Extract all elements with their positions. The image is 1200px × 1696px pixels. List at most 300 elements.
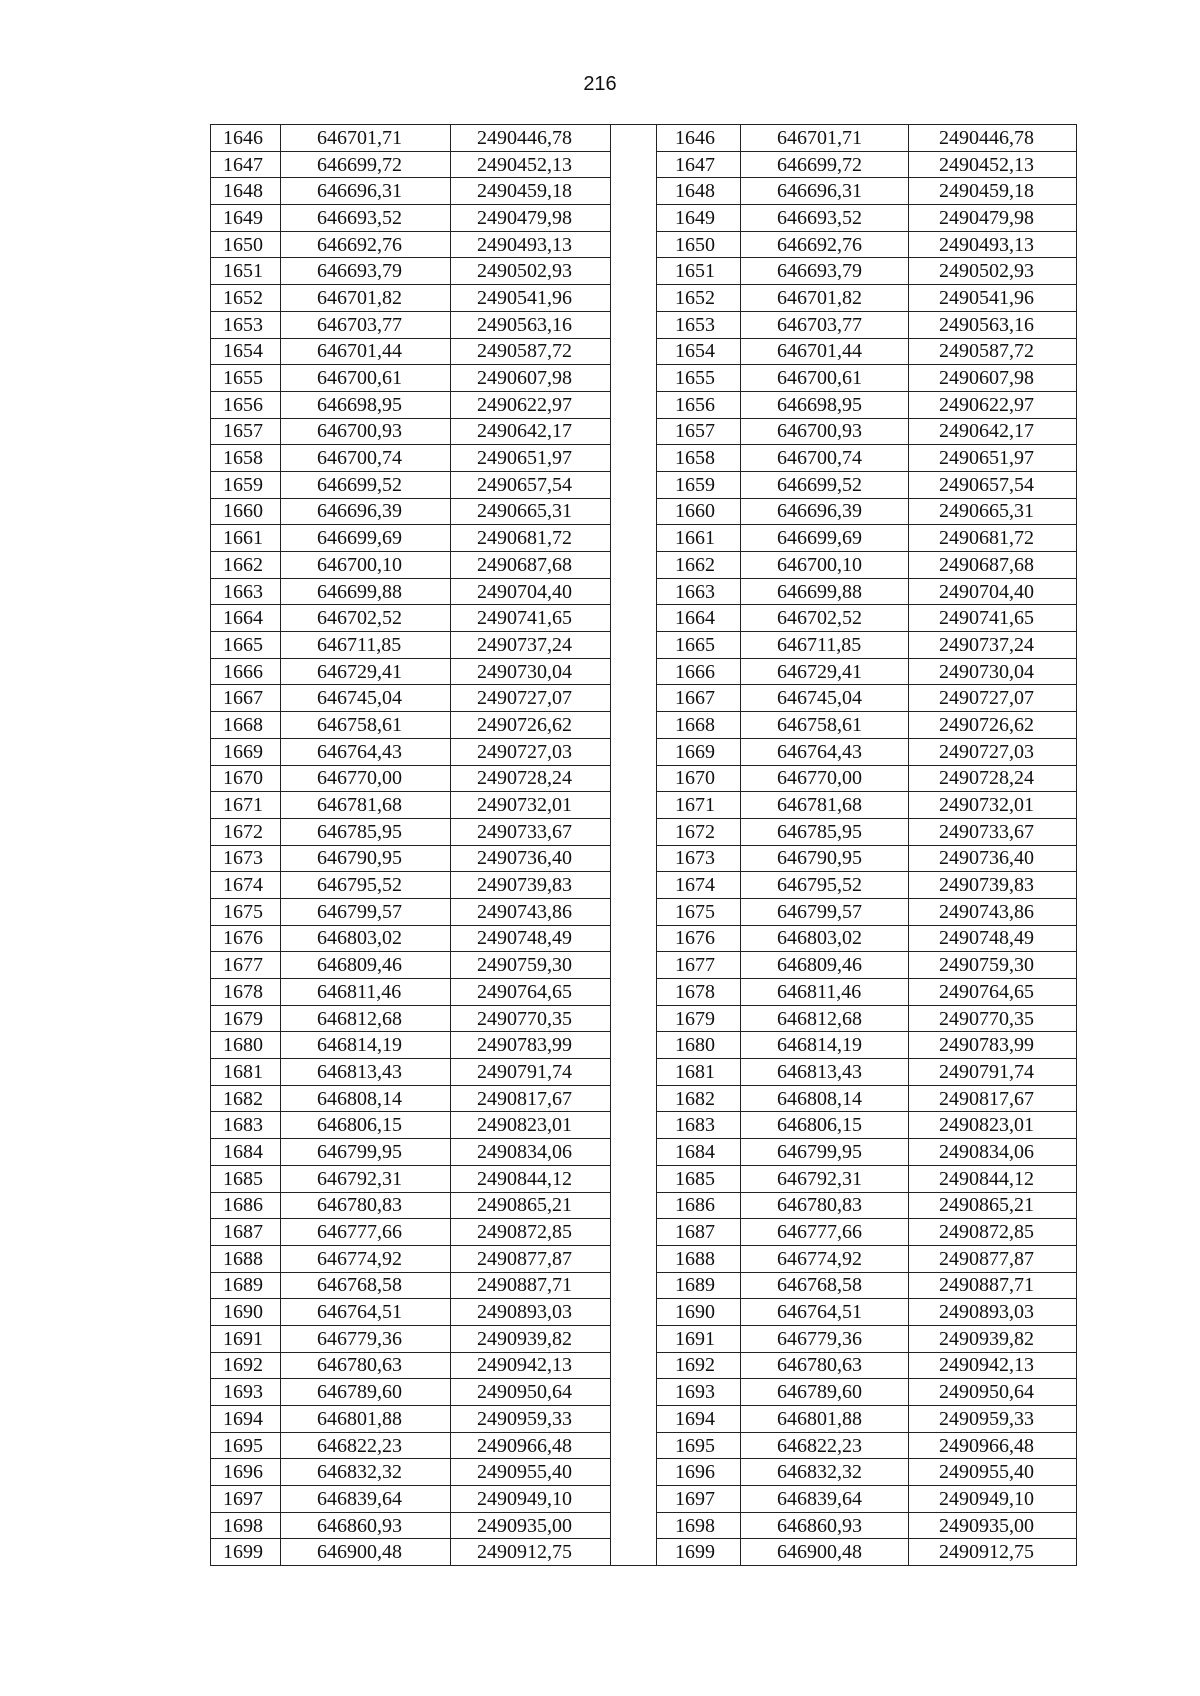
spacer-cell <box>611 311 657 338</box>
y-coordinate-cell: 2490493,13 <box>451 231 611 258</box>
spacer-cell <box>611 258 657 285</box>
x-coordinate-cell: 646700,74 <box>281 445 451 472</box>
x-coordinate-cell: 646779,36 <box>281 1325 451 1352</box>
x-coordinate-cell-repeat: 646801,88 <box>741 1406 909 1433</box>
table-row <box>211 391 1077 418</box>
point-number-cell: 1693 <box>211 1379 281 1406</box>
table-row <box>211 471 1077 498</box>
spacer-cell <box>611 818 657 845</box>
table-row <box>211 765 1077 792</box>
x-coordinate-cell: 646768,58 <box>281 1272 451 1299</box>
y-coordinate-cell: 2490741,65 <box>451 605 611 632</box>
y-coordinate-cell: 2490770,35 <box>451 1005 611 1032</box>
point-number-cell: 1678 <box>211 979 281 1006</box>
table-row <box>211 1352 1077 1379</box>
y-coordinate-cell-repeat: 2490479,98 <box>909 205 1077 232</box>
y-coordinate-cell-repeat: 2490844,12 <box>909 1165 1077 1192</box>
spacer-cell <box>611 792 657 819</box>
y-coordinate-cell: 2490541,96 <box>451 285 611 312</box>
point-number-cell: 1650 <box>211 231 281 258</box>
y-coordinate-cell: 2490783,99 <box>451 1032 611 1059</box>
point-number-cell-repeat: 1667 <box>657 685 741 712</box>
point-number-cell-repeat: 1696 <box>657 1459 741 1486</box>
point-number-cell: 1698 <box>211 1512 281 1539</box>
y-coordinate-cell-repeat: 2490935,00 <box>909 1512 1077 1539</box>
x-coordinate-cell-repeat: 646780,63 <box>741 1352 909 1379</box>
point-number-cell-repeat: 1682 <box>657 1085 741 1112</box>
y-coordinate-cell-repeat: 2490893,03 <box>909 1299 1077 1326</box>
point-number-cell: 1653 <box>211 311 281 338</box>
point-number-cell: 1674 <box>211 872 281 899</box>
y-coordinate-cell: 2490844,12 <box>451 1165 611 1192</box>
point-number-cell: 1666 <box>211 658 281 685</box>
x-coordinate-cell-repeat: 646700,10 <box>741 552 909 579</box>
point-number-cell: 1685 <box>211 1165 281 1192</box>
y-coordinate-cell: 2490563,16 <box>451 311 611 338</box>
point-number-cell-repeat: 1666 <box>657 658 741 685</box>
x-coordinate-cell: 646799,57 <box>281 898 451 925</box>
point-number-cell: 1669 <box>211 738 281 765</box>
x-coordinate-cell-repeat: 646774,92 <box>741 1245 909 1272</box>
point-number-cell: 1668 <box>211 712 281 739</box>
table-row <box>211 525 1077 552</box>
x-coordinate-cell: 646693,52 <box>281 205 451 232</box>
table-row <box>211 1432 1077 1459</box>
spacer-cell <box>611 1005 657 1032</box>
spacer-cell <box>611 765 657 792</box>
point-number-cell-repeat: 1686 <box>657 1192 741 1219</box>
table-row <box>211 685 1077 712</box>
point-number-cell-repeat: 1670 <box>657 765 741 792</box>
spacer-cell <box>611 1486 657 1513</box>
x-coordinate-cell: 646795,52 <box>281 872 451 899</box>
x-coordinate-cell: 646692,76 <box>281 231 451 258</box>
y-coordinate-cell-repeat: 2490877,87 <box>909 1245 1077 1272</box>
table-row <box>211 498 1077 525</box>
table-row <box>211 845 1077 872</box>
point-number-cell: 1699 <box>211 1539 281 1566</box>
point-number-cell: 1671 <box>211 792 281 819</box>
table-row <box>211 1512 1077 1539</box>
point-number-cell-repeat: 1659 <box>657 471 741 498</box>
spacer-cell <box>611 1085 657 1112</box>
y-coordinate-cell: 2490622,97 <box>451 391 611 418</box>
y-coordinate-cell: 2490502,93 <box>451 258 611 285</box>
y-coordinate-cell-repeat: 2490704,40 <box>909 578 1077 605</box>
x-coordinate-cell-repeat: 646839,64 <box>741 1486 909 1513</box>
y-coordinate-cell: 2490736,40 <box>451 845 611 872</box>
x-coordinate-cell-repeat: 646699,72 <box>741 151 909 178</box>
y-coordinate-cell-repeat: 2490657,54 <box>909 471 1077 498</box>
spacer-cell <box>611 1272 657 1299</box>
y-coordinate-cell: 2490823,01 <box>451 1112 611 1139</box>
y-coordinate-cell-repeat: 2490736,40 <box>909 845 1077 872</box>
x-coordinate-cell: 646758,61 <box>281 712 451 739</box>
x-coordinate-cell-repeat: 646777,66 <box>741 1219 909 1246</box>
point-number-cell: 1646 <box>211 125 281 152</box>
x-coordinate-cell-repeat: 646700,74 <box>741 445 909 472</box>
point-number-cell: 1660 <box>211 498 281 525</box>
x-coordinate-cell-repeat: 646696,39 <box>741 498 909 525</box>
y-coordinate-cell: 2490587,72 <box>451 338 611 365</box>
spacer-cell <box>611 1192 657 1219</box>
point-number-cell-repeat: 1649 <box>657 205 741 232</box>
y-coordinate-cell-repeat: 2490733,67 <box>909 818 1077 845</box>
table-row <box>211 418 1077 445</box>
table-row <box>211 1032 1077 1059</box>
x-coordinate-cell-repeat: 646812,68 <box>741 1005 909 1032</box>
y-coordinate-cell-repeat: 2490912,75 <box>909 1539 1077 1566</box>
x-coordinate-cell: 646701,82 <box>281 285 451 312</box>
x-coordinate-cell-repeat: 646832,32 <box>741 1459 909 1486</box>
spacer-cell <box>611 231 657 258</box>
table-row <box>211 792 1077 819</box>
x-coordinate-cell: 646764,51 <box>281 1299 451 1326</box>
point-number-cell-repeat: 1690 <box>657 1299 741 1326</box>
point-number-cell-repeat: 1646 <box>657 125 741 152</box>
point-number-cell-repeat: 1694 <box>657 1406 741 1433</box>
x-coordinate-cell: 646785,95 <box>281 818 451 845</box>
table-row <box>211 1406 1077 1433</box>
y-coordinate-cell: 2490877,87 <box>451 1245 611 1272</box>
y-coordinate-cell-repeat: 2490737,24 <box>909 632 1077 659</box>
table-row <box>211 605 1077 632</box>
x-coordinate-cell-repeat: 646745,04 <box>741 685 909 712</box>
x-coordinate-cell-repeat: 646781,68 <box>741 792 909 819</box>
point-number-cell: 1689 <box>211 1272 281 1299</box>
x-coordinate-cell: 646696,39 <box>281 498 451 525</box>
x-coordinate-cell: 646693,79 <box>281 258 451 285</box>
point-number-cell: 1661 <box>211 525 281 552</box>
x-coordinate-cell-repeat: 646803,02 <box>741 925 909 952</box>
x-coordinate-cell-repeat: 646795,52 <box>741 872 909 899</box>
x-coordinate-cell: 646803,02 <box>281 925 451 952</box>
point-number-cell: 1662 <box>211 552 281 579</box>
y-coordinate-cell-repeat: 2490817,67 <box>909 1085 1077 1112</box>
x-coordinate-cell-repeat: 646799,57 <box>741 898 909 925</box>
x-coordinate-cell: 646729,41 <box>281 658 451 685</box>
y-coordinate-cell: 2490704,40 <box>451 578 611 605</box>
y-coordinate-cell: 2490912,75 <box>451 1539 611 1566</box>
x-coordinate-cell-repeat: 646789,60 <box>741 1379 909 1406</box>
y-coordinate-cell: 2490681,72 <box>451 525 611 552</box>
point-number-cell: 1680 <box>211 1032 281 1059</box>
point-number-cell-repeat: 1664 <box>657 605 741 632</box>
y-coordinate-cell: 2490733,67 <box>451 818 611 845</box>
point-number-cell-repeat: 1654 <box>657 338 741 365</box>
y-coordinate-cell-repeat: 2490732,01 <box>909 792 1077 819</box>
spacer-cell <box>611 151 657 178</box>
y-coordinate-cell: 2490642,17 <box>451 418 611 445</box>
y-coordinate-cell: 2490743,86 <box>451 898 611 925</box>
y-coordinate-cell-repeat: 2490770,35 <box>909 1005 1077 1032</box>
x-coordinate-cell: 646701,44 <box>281 338 451 365</box>
x-coordinate-cell-repeat: 646822,23 <box>741 1432 909 1459</box>
y-coordinate-cell-repeat: 2490741,65 <box>909 605 1077 632</box>
coordinates-table <box>210 124 1077 1566</box>
table-row <box>211 1486 1077 1513</box>
x-coordinate-cell: 646832,32 <box>281 1459 451 1486</box>
x-coordinate-cell: 646764,43 <box>281 738 451 765</box>
point-number-cell: 1684 <box>211 1139 281 1166</box>
spacer-cell <box>611 685 657 712</box>
point-number-cell: 1682 <box>211 1085 281 1112</box>
point-number-cell-repeat: 1647 <box>657 151 741 178</box>
table-row <box>211 1245 1077 1272</box>
table-row <box>211 445 1077 472</box>
y-coordinate-cell: 2490950,64 <box>451 1379 611 1406</box>
x-coordinate-cell: 646774,92 <box>281 1245 451 1272</box>
table-row <box>211 1059 1077 1086</box>
x-coordinate-cell: 646792,31 <box>281 1165 451 1192</box>
table-row <box>211 578 1077 605</box>
point-number-cell-repeat: 1663 <box>657 578 741 605</box>
point-number-cell: 1672 <box>211 818 281 845</box>
spacer-cell <box>611 1219 657 1246</box>
y-coordinate-cell: 2490764,65 <box>451 979 611 1006</box>
table-row <box>211 952 1077 979</box>
table-row <box>211 1379 1077 1406</box>
x-coordinate-cell: 646808,14 <box>281 1085 451 1112</box>
y-coordinate-cell-repeat: 2490728,24 <box>909 765 1077 792</box>
y-coordinate-cell-repeat: 2490823,01 <box>909 1112 1077 1139</box>
point-number-cell: 1697 <box>211 1486 281 1513</box>
x-coordinate-cell-repeat: 646696,31 <box>741 178 909 205</box>
y-coordinate-cell: 2490739,83 <box>451 872 611 899</box>
x-coordinate-cell: 646809,46 <box>281 952 451 979</box>
x-coordinate-cell: 646822,23 <box>281 1432 451 1459</box>
y-coordinate-cell: 2490955,40 <box>451 1459 611 1486</box>
y-coordinate-cell: 2490727,03 <box>451 738 611 765</box>
point-number-cell-repeat: 1676 <box>657 925 741 952</box>
point-number-cell-repeat: 1657 <box>657 418 741 445</box>
table-row <box>211 632 1077 659</box>
x-coordinate-cell-repeat: 646703,77 <box>741 311 909 338</box>
spacer-cell <box>611 552 657 579</box>
point-number-cell-repeat: 1695 <box>657 1432 741 1459</box>
y-coordinate-cell-repeat: 2490966,48 <box>909 1432 1077 1459</box>
table-row <box>211 1299 1077 1326</box>
table-row <box>211 231 1077 258</box>
point-number-cell-repeat: 1655 <box>657 365 741 392</box>
table-row <box>211 658 1077 685</box>
point-number-cell-repeat: 1684 <box>657 1139 741 1166</box>
y-coordinate-cell-repeat: 2490452,13 <box>909 151 1077 178</box>
point-number-cell: 1667 <box>211 685 281 712</box>
table-row <box>211 285 1077 312</box>
point-number-cell: 1655 <box>211 365 281 392</box>
x-coordinate-cell-repeat: 646790,95 <box>741 845 909 872</box>
x-coordinate-cell: 646814,19 <box>281 1032 451 1059</box>
x-coordinate-cell-repeat: 646693,79 <box>741 258 909 285</box>
y-coordinate-cell-repeat: 2490783,99 <box>909 1032 1077 1059</box>
table-row <box>211 1459 1077 1486</box>
x-coordinate-cell: 646790,95 <box>281 845 451 872</box>
y-coordinate-cell: 2490737,24 <box>451 632 611 659</box>
point-number-cell-repeat: 1679 <box>657 1005 741 1032</box>
point-number-cell: 1681 <box>211 1059 281 1086</box>
x-coordinate-cell: 646839,64 <box>281 1486 451 1513</box>
point-number-cell-repeat: 1660 <box>657 498 741 525</box>
y-coordinate-cell-repeat: 2490541,96 <box>909 285 1077 312</box>
point-number-cell-repeat: 1658 <box>657 445 741 472</box>
spacer-cell <box>611 125 657 152</box>
x-coordinate-cell-repeat: 646700,93 <box>741 418 909 445</box>
spacer-cell <box>611 1352 657 1379</box>
x-coordinate-cell: 646703,77 <box>281 311 451 338</box>
y-coordinate-cell-repeat: 2490942,13 <box>909 1352 1077 1379</box>
table-row <box>211 205 1077 232</box>
x-coordinate-cell-repeat: 646700,61 <box>741 365 909 392</box>
y-coordinate-cell-repeat: 2490949,10 <box>909 1486 1077 1513</box>
y-coordinate-cell-repeat: 2490642,17 <box>909 418 1077 445</box>
spacer-cell <box>611 872 657 899</box>
spacer-cell <box>611 418 657 445</box>
x-coordinate-cell-repeat: 646729,41 <box>741 658 909 685</box>
y-coordinate-cell: 2490727,07 <box>451 685 611 712</box>
point-number-cell-repeat: 1673 <box>657 845 741 872</box>
spacer-cell <box>611 1379 657 1406</box>
spacer-cell <box>611 1299 657 1326</box>
y-coordinate-cell-repeat: 2490872,85 <box>909 1219 1077 1246</box>
point-number-cell-repeat: 1661 <box>657 525 741 552</box>
y-coordinate-cell: 2490732,01 <box>451 792 611 819</box>
page-number: 216 <box>583 73 617 95</box>
spacer-cell <box>611 1112 657 1139</box>
y-coordinate-cell: 2490893,03 <box>451 1299 611 1326</box>
table-row <box>211 178 1077 205</box>
y-coordinate-cell-repeat: 2490759,30 <box>909 952 1077 979</box>
y-coordinate-cell-repeat: 2490939,82 <box>909 1325 1077 1352</box>
spacer-cell <box>611 1165 657 1192</box>
point-number-cell-repeat: 1650 <box>657 231 741 258</box>
spacer-cell <box>611 1245 657 1272</box>
table-row <box>211 738 1077 765</box>
y-coordinate-cell-repeat: 2490959,33 <box>909 1406 1077 1433</box>
point-number-cell-repeat: 1656 <box>657 391 741 418</box>
x-coordinate-cell: 646781,68 <box>281 792 451 819</box>
y-coordinate-cell: 2490942,13 <box>451 1352 611 1379</box>
x-coordinate-cell-repeat: 646808,14 <box>741 1085 909 1112</box>
spacer-cell <box>611 898 657 925</box>
point-number-cell: 1683 <box>211 1112 281 1139</box>
point-number-cell: 1673 <box>211 845 281 872</box>
x-coordinate-cell-repeat: 646699,52 <box>741 471 909 498</box>
x-coordinate-cell: 646770,00 <box>281 765 451 792</box>
y-coordinate-cell-repeat: 2490502,93 <box>909 258 1077 285</box>
point-number-cell: 1663 <box>211 578 281 605</box>
y-coordinate-cell-repeat: 2490764,65 <box>909 979 1077 1006</box>
y-coordinate-cell-repeat: 2490681,72 <box>909 525 1077 552</box>
x-coordinate-cell-repeat: 646701,44 <box>741 338 909 365</box>
point-number-cell-repeat: 1669 <box>657 738 741 765</box>
y-coordinate-cell-repeat: 2490563,16 <box>909 311 1077 338</box>
table-row <box>211 151 1077 178</box>
point-number-cell-repeat: 1677 <box>657 952 741 979</box>
y-coordinate-cell: 2490728,24 <box>451 765 611 792</box>
y-coordinate-cell-repeat: 2490955,40 <box>909 1459 1077 1486</box>
point-number-cell: 1695 <box>211 1432 281 1459</box>
x-coordinate-cell-repeat: 646806,15 <box>741 1112 909 1139</box>
point-number-cell: 1670 <box>211 765 281 792</box>
point-number-cell-repeat: 1687 <box>657 1219 741 1246</box>
spacer-cell <box>611 1539 657 1566</box>
point-number-cell-repeat: 1675 <box>657 898 741 925</box>
y-coordinate-cell: 2490817,67 <box>451 1085 611 1112</box>
point-number-cell: 1679 <box>211 1005 281 1032</box>
x-coordinate-cell: 646780,83 <box>281 1192 451 1219</box>
y-coordinate-cell: 2490730,04 <box>451 658 611 685</box>
point-number-cell-repeat: 1668 <box>657 712 741 739</box>
point-number-cell: 1654 <box>211 338 281 365</box>
x-coordinate-cell-repeat: 646811,46 <box>741 979 909 1006</box>
y-coordinate-cell: 2490966,48 <box>451 1432 611 1459</box>
x-coordinate-cell: 646801,88 <box>281 1406 451 1433</box>
y-coordinate-cell: 2490459,18 <box>451 178 611 205</box>
spacer-cell <box>611 1512 657 1539</box>
x-coordinate-cell-repeat: 646702,52 <box>741 605 909 632</box>
x-coordinate-cell-repeat: 646860,93 <box>741 1512 909 1539</box>
spacer-cell <box>611 471 657 498</box>
coordinates-table-body <box>211 125 1077 1566</box>
x-coordinate-cell-repeat: 646770,00 <box>741 765 909 792</box>
point-number-cell: 1692 <box>211 1352 281 1379</box>
y-coordinate-cell-repeat: 2490446,78 <box>909 125 1077 152</box>
x-coordinate-cell: 646780,63 <box>281 1352 451 1379</box>
table-row <box>211 712 1077 739</box>
spacer-cell <box>611 979 657 1006</box>
y-coordinate-cell-repeat: 2490665,31 <box>909 498 1077 525</box>
x-coordinate-cell: 646711,85 <box>281 632 451 659</box>
spacer-cell <box>611 952 657 979</box>
x-coordinate-cell: 646813,43 <box>281 1059 451 1086</box>
point-number-cell-repeat: 1652 <box>657 285 741 312</box>
spacer-cell <box>611 498 657 525</box>
y-coordinate-cell-repeat: 2490950,64 <box>909 1379 1077 1406</box>
x-coordinate-cell-repeat: 646792,31 <box>741 1165 909 1192</box>
point-number-cell: 1694 <box>211 1406 281 1433</box>
y-coordinate-cell-repeat: 2490622,97 <box>909 391 1077 418</box>
y-coordinate-cell-repeat: 2490834,06 <box>909 1139 1077 1166</box>
table-row <box>211 1165 1077 1192</box>
y-coordinate-cell: 2490865,21 <box>451 1192 611 1219</box>
y-coordinate-cell: 2490607,98 <box>451 365 611 392</box>
table-row <box>211 1112 1077 1139</box>
x-coordinate-cell-repeat: 646698,95 <box>741 391 909 418</box>
x-coordinate-cell-repeat: 646814,19 <box>741 1032 909 1059</box>
point-number-cell-repeat: 1653 <box>657 311 741 338</box>
table-row <box>211 365 1077 392</box>
x-coordinate-cell-repeat: 646693,52 <box>741 205 909 232</box>
point-number-cell: 1676 <box>211 925 281 952</box>
x-coordinate-cell-repeat: 646764,43 <box>741 738 909 765</box>
x-coordinate-cell: 646696,31 <box>281 178 451 205</box>
spacer-cell <box>611 391 657 418</box>
table-row <box>211 979 1077 1006</box>
x-coordinate-cell: 646700,93 <box>281 418 451 445</box>
point-number-cell: 1649 <box>211 205 281 232</box>
x-coordinate-cell-repeat: 646768,58 <box>741 1272 909 1299</box>
point-number-cell: 1651 <box>211 258 281 285</box>
y-coordinate-cell-repeat: 2490748,49 <box>909 925 1077 952</box>
point-number-cell: 1658 <box>211 445 281 472</box>
point-number-cell: 1687 <box>211 1219 281 1246</box>
y-coordinate-cell-repeat: 2490651,97 <box>909 445 1077 472</box>
point-number-cell: 1686 <box>211 1192 281 1219</box>
table-row <box>211 258 1077 285</box>
table-row <box>211 338 1077 365</box>
table-row <box>211 872 1077 899</box>
